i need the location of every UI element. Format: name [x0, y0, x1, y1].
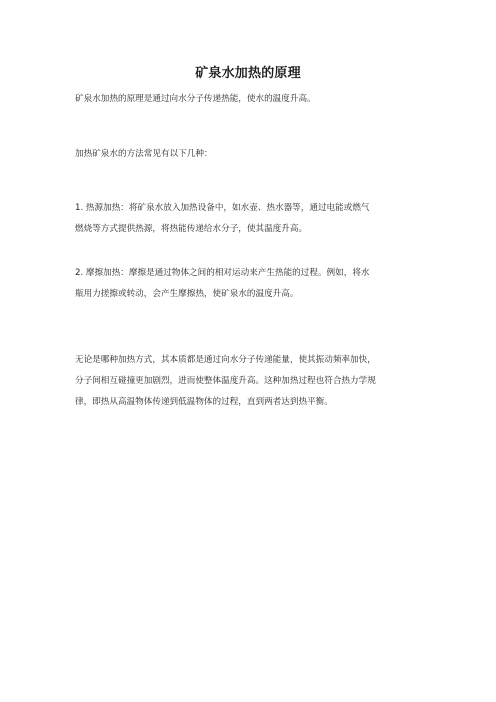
conclusion-paragraph: [75, 350, 427, 413]
method-2-line-2: 瓶用力搓擦或转动，会产生摩擦热，使矿泉水的温度升高。: [75, 289, 299, 299]
conclusion-line-3: 律，即热从高温物体传递到低温物体的过程，直到两者达到热平衡。: [75, 397, 333, 407]
conclusion-line-2: 分子间相互碰撞更加剧烈，进而使整体温度升高。这种加热过程也符合热力学规: [75, 376, 376, 386]
method-2-paragraph: [75, 263, 427, 305]
intro-line: 矿泉水加热的原理是通过向水分子传递热能，使水的温度升高。: [75, 94, 316, 104]
method-2-line-1: 2. 摩擦加热：摩擦是通过物体之间的相对运动来产生热能的过程。例如，将水: [75, 268, 370, 278]
method-1-line-1: 1. 热源加热：将矿泉水放入加热设备中，如水壶、热水器等，通过电能或燃气: [75, 203, 370, 213]
document-title: 矿泉水加热的原理: [195, 66, 301, 81]
method-1-paragraph: [75, 198, 427, 240]
intro-paragraph: [75, 89, 427, 110]
method-1-line-2: 燃烧等方式提供热源，将热能传递给水分子，使其温度升高。: [75, 224, 308, 234]
methods-intro-line: 加热矿泉水的方法常见有以下几种：: [75, 149, 213, 159]
methods-intro-paragraph: [75, 144, 427, 165]
conclusion-line-1: 无论是哪种加热方式，其本质都是通过向水分子传递能量，使其振动频率加快，: [75, 355, 376, 365]
